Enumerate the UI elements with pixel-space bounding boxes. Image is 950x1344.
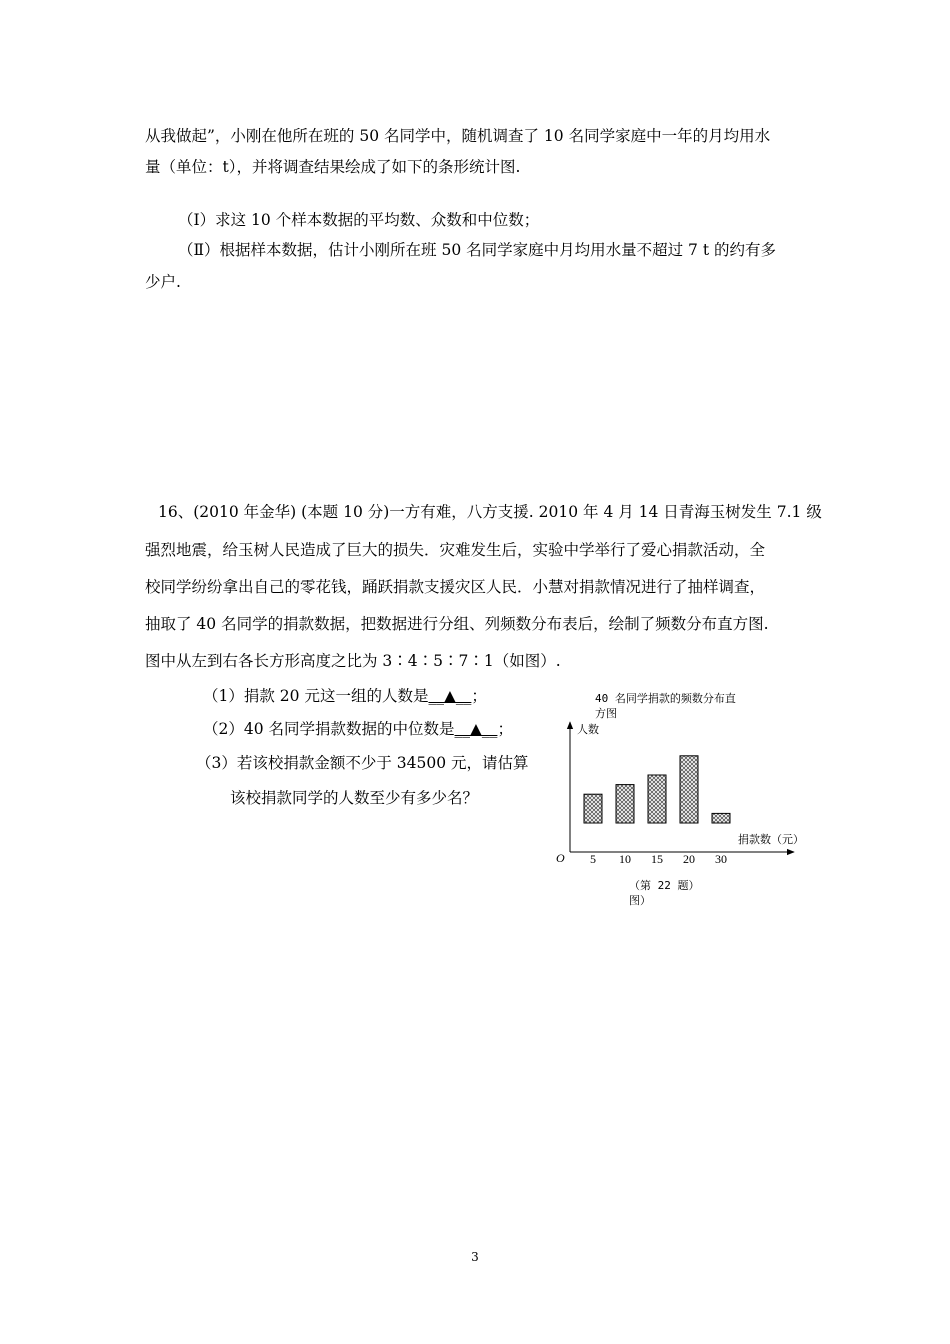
p15-question-2: （Ⅱ）根据样本数据，估计小刚所在班 50 名同学家庭中月均用水量不超过 7 t 的约有多 — [178, 241, 776, 259]
p16-q2-blank: __▲__ — [454, 720, 498, 738]
p15-question-2-cont: 少户. — [145, 273, 181, 291]
p16-q2-prefix: （2）40 名同学捐款数据的中位数是 — [203, 720, 455, 738]
p16-question-3: （3）若该校捐款金额不少于 34500 元，请估算 — [196, 754, 529, 772]
p16-line3: 校同学纷纷拿出自己的零花钱，踊跃捐款支援灾区人民．小慧对捐款情况进行了抽样调查， — [145, 578, 766, 596]
p16-line4: 抽取了 40 名同学的捐款数据，把数据进行分组、列频数分布表后，绘制了频数分布直方图. — [145, 615, 769, 633]
bars-group — [584, 756, 730, 823]
p16-question-1 — [203, 686, 487, 706]
p15-line2: 量（单位：t），并将调查结果绘成了如下的条形统计图. — [145, 158, 521, 176]
p16-line1: 16、(2010 年金华) (本题 10 分)一方有难，八方支援. 2010 年 4 月 14 日青海玉树发生 7.1 级 — [158, 503, 822, 521]
p16-q2-suffix: ； — [497, 720, 513, 738]
histogram-bar — [680, 756, 698, 823]
histogram-bar — [648, 775, 666, 823]
histogram-bar — [584, 794, 602, 823]
p16-question-3-cont: 该校捐款同学的人数至少有多少名？ — [230, 789, 479, 807]
page-number: 3 — [471, 1250, 479, 1264]
p16-q1-blank: __▲__ — [428, 687, 472, 705]
x-tick-label: 15 — [651, 852, 663, 866]
x-tick-label: 20 — [683, 852, 695, 866]
histogram-bar — [616, 785, 634, 823]
p16-line2: 强烈地震，给玉树人民造成了巨大的损失．灾难发生后，实验中学举行了爱心捐款活动，全 — [145, 541, 766, 559]
x-axis-label: 捐款数（元） — [738, 833, 804, 846]
x-tick-label: 30 — [715, 852, 727, 866]
histogram-bar — [712, 813, 730, 823]
p16-question-2 — [203, 719, 513, 739]
x-tick-label: 5 — [590, 852, 596, 866]
histogram-chart — [548, 680, 828, 920]
chart-caption-line2: 图） — [629, 894, 651, 907]
origin-label: O — [556, 851, 565, 865]
chart-title-line2: 方图 — [595, 707, 617, 720]
p16-q1-prefix: （1）捐款 20 元这一组的人数是 — [203, 687, 429, 705]
chart-title-line1: 40 名同学捐款的频数分布直 — [595, 692, 736, 705]
p15-question-1: （Ⅰ）求这 10 个样本数据的平均数、众数和中位数； — [178, 211, 540, 229]
chart-caption-line1: （第 22 题） — [629, 879, 700, 892]
p16-q1-suffix: ； — [471, 687, 487, 705]
y-axis-label: 人数 — [577, 723, 599, 736]
x-tick-label: 10 — [619, 852, 631, 866]
p15-line1: 从我做起”，小刚在他所在班的 50 名同学中，随机调查了 10 名同学家庭中一年的月均用水 — [145, 127, 771, 145]
p16-line5: 图中从左到右各长方形高度之比为 3∶4∶5∶7∶1（如图）. — [145, 652, 561, 670]
